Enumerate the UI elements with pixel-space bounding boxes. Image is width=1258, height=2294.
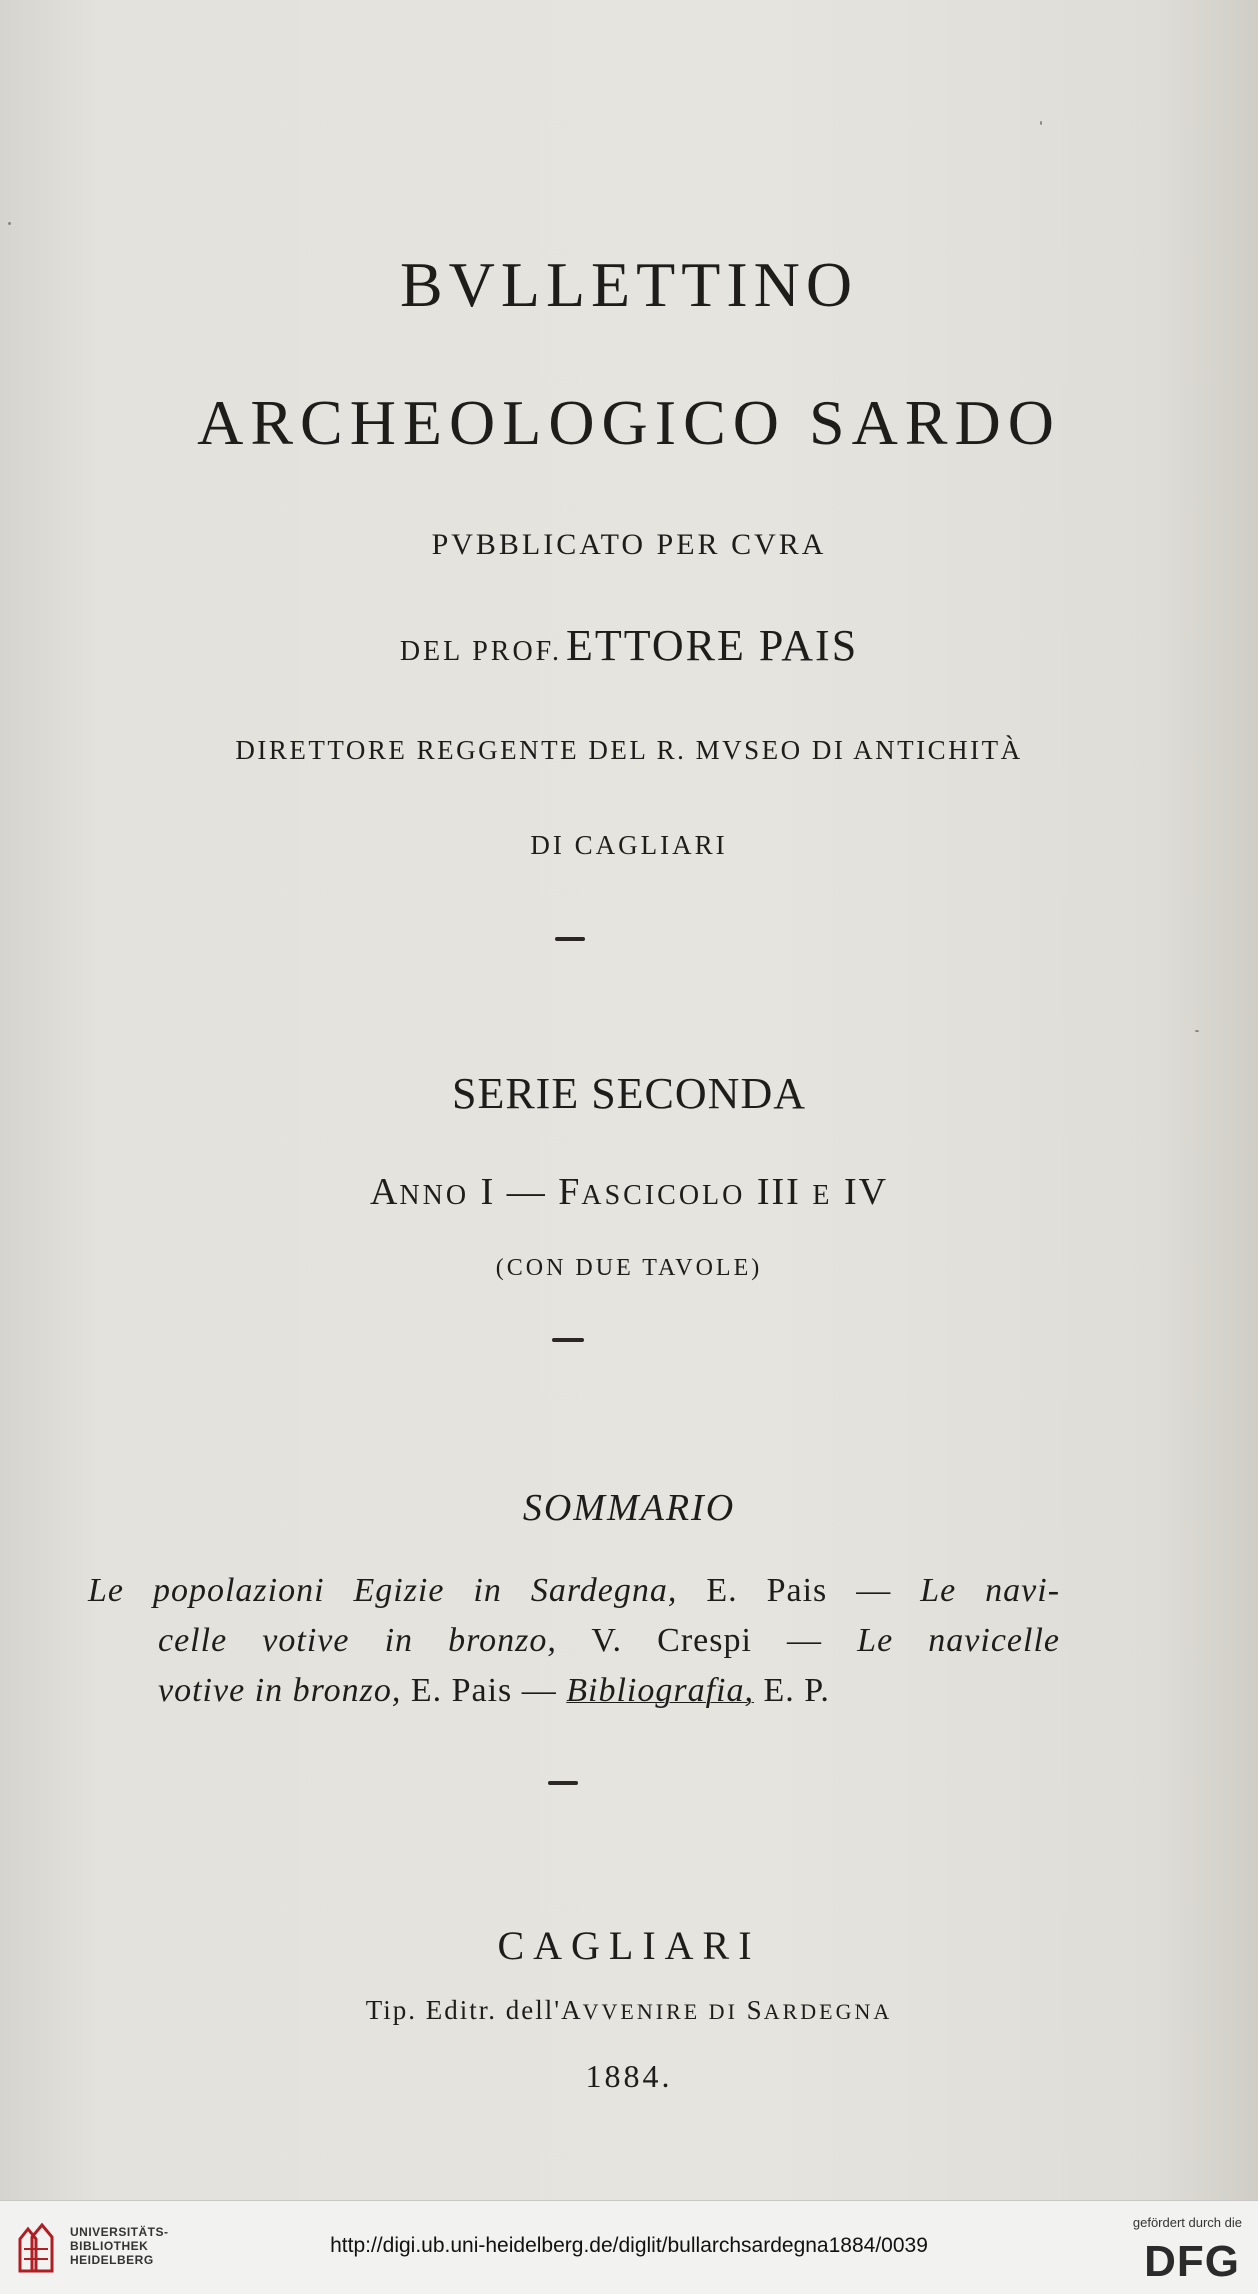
contents-list xyxy=(88,1566,1060,1716)
printer-name: ARDEGNA xyxy=(763,1999,893,2024)
permalink-url[interactable]: http://digi.ub.uni-heidelberg.de/diglit/bullarchsardegna1884/0039 xyxy=(330,2234,928,2257)
article-title: votive in bronzo, xyxy=(158,1672,402,1709)
dfg-logo: DFG xyxy=(1144,2237,1240,2286)
editor-prefix: DEL PROF. xyxy=(399,636,562,667)
article-title: Bibliografia, xyxy=(566,1672,754,1709)
article-title: celle votive in bronzo, xyxy=(158,1622,557,1659)
divider-rule xyxy=(548,1781,578,1785)
funding-note: gefördert durch die xyxy=(1132,2215,1242,2230)
separator-dash: — xyxy=(521,1672,557,1709)
paper-speck xyxy=(8,222,11,225)
anno-initial: A xyxy=(369,1171,400,1213)
conjunction: E xyxy=(812,1180,833,1211)
library-name-line: BIBLIOTHEK xyxy=(70,2239,149,2253)
contents-line-2 xyxy=(88,1616,1060,1666)
journal-title-line1: BVLLETTINO xyxy=(399,249,859,320)
published-by-line: PVBBLICATO PER CVRA xyxy=(431,528,827,561)
article-author: E. Pais xyxy=(410,1672,513,1709)
paper-speck xyxy=(1195,1030,1199,1032)
anno-rest: NNO xyxy=(399,1180,470,1211)
contents-heading: SOMMARIO xyxy=(522,1487,736,1529)
imprint-printer xyxy=(0,1995,1258,2026)
printer-prefix: Tip. Editr. dell' xyxy=(365,1995,562,2025)
fascicolo-rest: ASCICOLO xyxy=(581,1180,746,1211)
printer-name: VVENIRE DI xyxy=(582,1999,738,2024)
viewer-footer xyxy=(0,2200,1258,2294)
divider-rule xyxy=(555,937,585,941)
anno-number: I — xyxy=(480,1171,547,1213)
editor-role: DIRETTORE REGGENTE DEL R. MVSEO DI ANTICHITÀ xyxy=(235,735,1023,765)
printer-initial: S xyxy=(746,1995,764,2025)
separator-dash: — xyxy=(787,1622,823,1659)
article-title: Le navicelle xyxy=(857,1622,1060,1659)
divider-rule xyxy=(552,1338,584,1342)
printer-initial: A xyxy=(561,1995,583,2025)
editor-name: ETTORE PAIS xyxy=(566,621,859,670)
issue-line xyxy=(0,1170,1258,1214)
article-title: Le navi- xyxy=(920,1572,1061,1609)
contents-line-1 xyxy=(88,1566,1060,1616)
contents-line-3 xyxy=(88,1666,1060,1716)
fascicolo-initial: F xyxy=(558,1171,582,1213)
article-author: E. Pais xyxy=(706,1572,828,1609)
separator-dash: — xyxy=(856,1572,892,1609)
imprint-year: 1884. xyxy=(585,2058,673,2094)
editor-place: DI CAGLIARI xyxy=(530,830,728,860)
article-author: E. P. xyxy=(763,1672,830,1709)
library-name-line: HEIDELBERG xyxy=(70,2253,154,2267)
journal-title-line2: ARCHEOLOGICO SARDO xyxy=(197,387,1061,458)
article-author: V. Crespi xyxy=(591,1622,752,1659)
imprint-city: CAGLIARI xyxy=(497,1923,761,1968)
library-name-line: UNIVERSITÄTS- xyxy=(70,2225,169,2239)
article-title: Le popolazioni Egizie in Sardegna, xyxy=(88,1572,678,1609)
fascicolo-number: III xyxy=(756,1171,801,1213)
fascicolo-number-2: IV xyxy=(843,1171,889,1213)
paper-speck xyxy=(1040,121,1042,125)
plates-note: (CON DUE TAVOLE) xyxy=(495,1255,763,1281)
series-label: SERIE SECONDA xyxy=(451,1069,807,1118)
editor-line xyxy=(0,620,1258,671)
